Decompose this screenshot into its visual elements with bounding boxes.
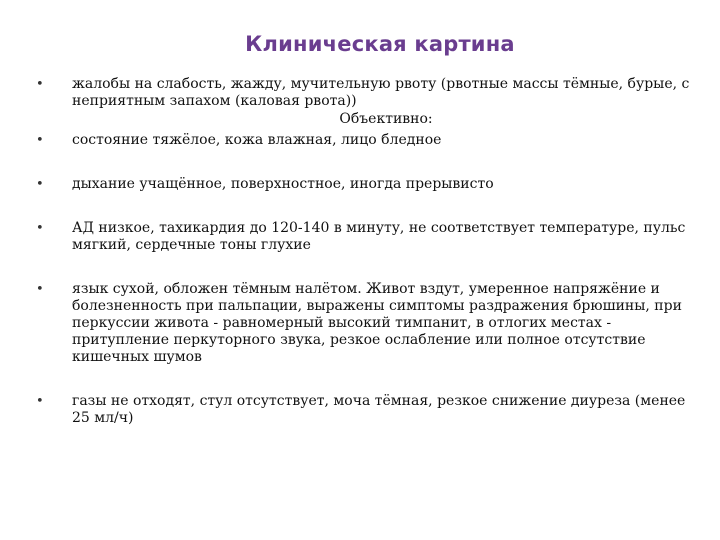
list-item <box>36 220 700 254</box>
list-item <box>36 132 700 149</box>
list-item <box>36 76 700 110</box>
bullet-list <box>36 76 700 427</box>
list-item-text: язык сухой, обложен тёмным налётом. Живот вздут, умеренное напряжёние и болезненность при пальпации, выражены симптомы раздражения брюшины, при перкуссии живота - равномерный высокий тимпанит, в отлогих местах - притупление перкуторного звука, резкое ослабление или полное отсутствие кишечных шумов <box>72 281 682 365</box>
bullet-marker: • <box>36 133 44 148</box>
bullet-marker: • <box>36 77 44 92</box>
list-item <box>36 176 700 193</box>
list-item-text: дыхание учащённое, поверхностное, иногда прерывисто <box>72 176 494 192</box>
list-item-text: АД низкое, тахикардия до 120-140 в минуту, не соответствует температуре, пульс мягкий, сердечные тоны глухие <box>72 220 686 253</box>
list-item-text: жалобы на слабость, жажду, мучительную рвоту (рвотные массы тёмные, бурые, с неприятным запахом (каловая рвота)) <box>72 76 690 109</box>
bullet-marker: • <box>36 282 44 297</box>
bullet-marker: • <box>36 221 44 236</box>
section-subheading: Объективно: <box>339 111 433 127</box>
list-item <box>36 281 700 366</box>
bullet-marker: • <box>36 394 44 409</box>
list-item-text: состояние тяжёлое, кожа влажная, лицо бледное <box>72 132 442 148</box>
slide-title: Клиническая картина <box>245 32 515 56</box>
list-item-text: газы не отходят, стул отсутствует, моча тёмная, резкое снижение диуреза (менее 25 мл/ч) <box>72 393 686 426</box>
bullet-marker: • <box>36 177 44 192</box>
list-item <box>36 393 700 427</box>
